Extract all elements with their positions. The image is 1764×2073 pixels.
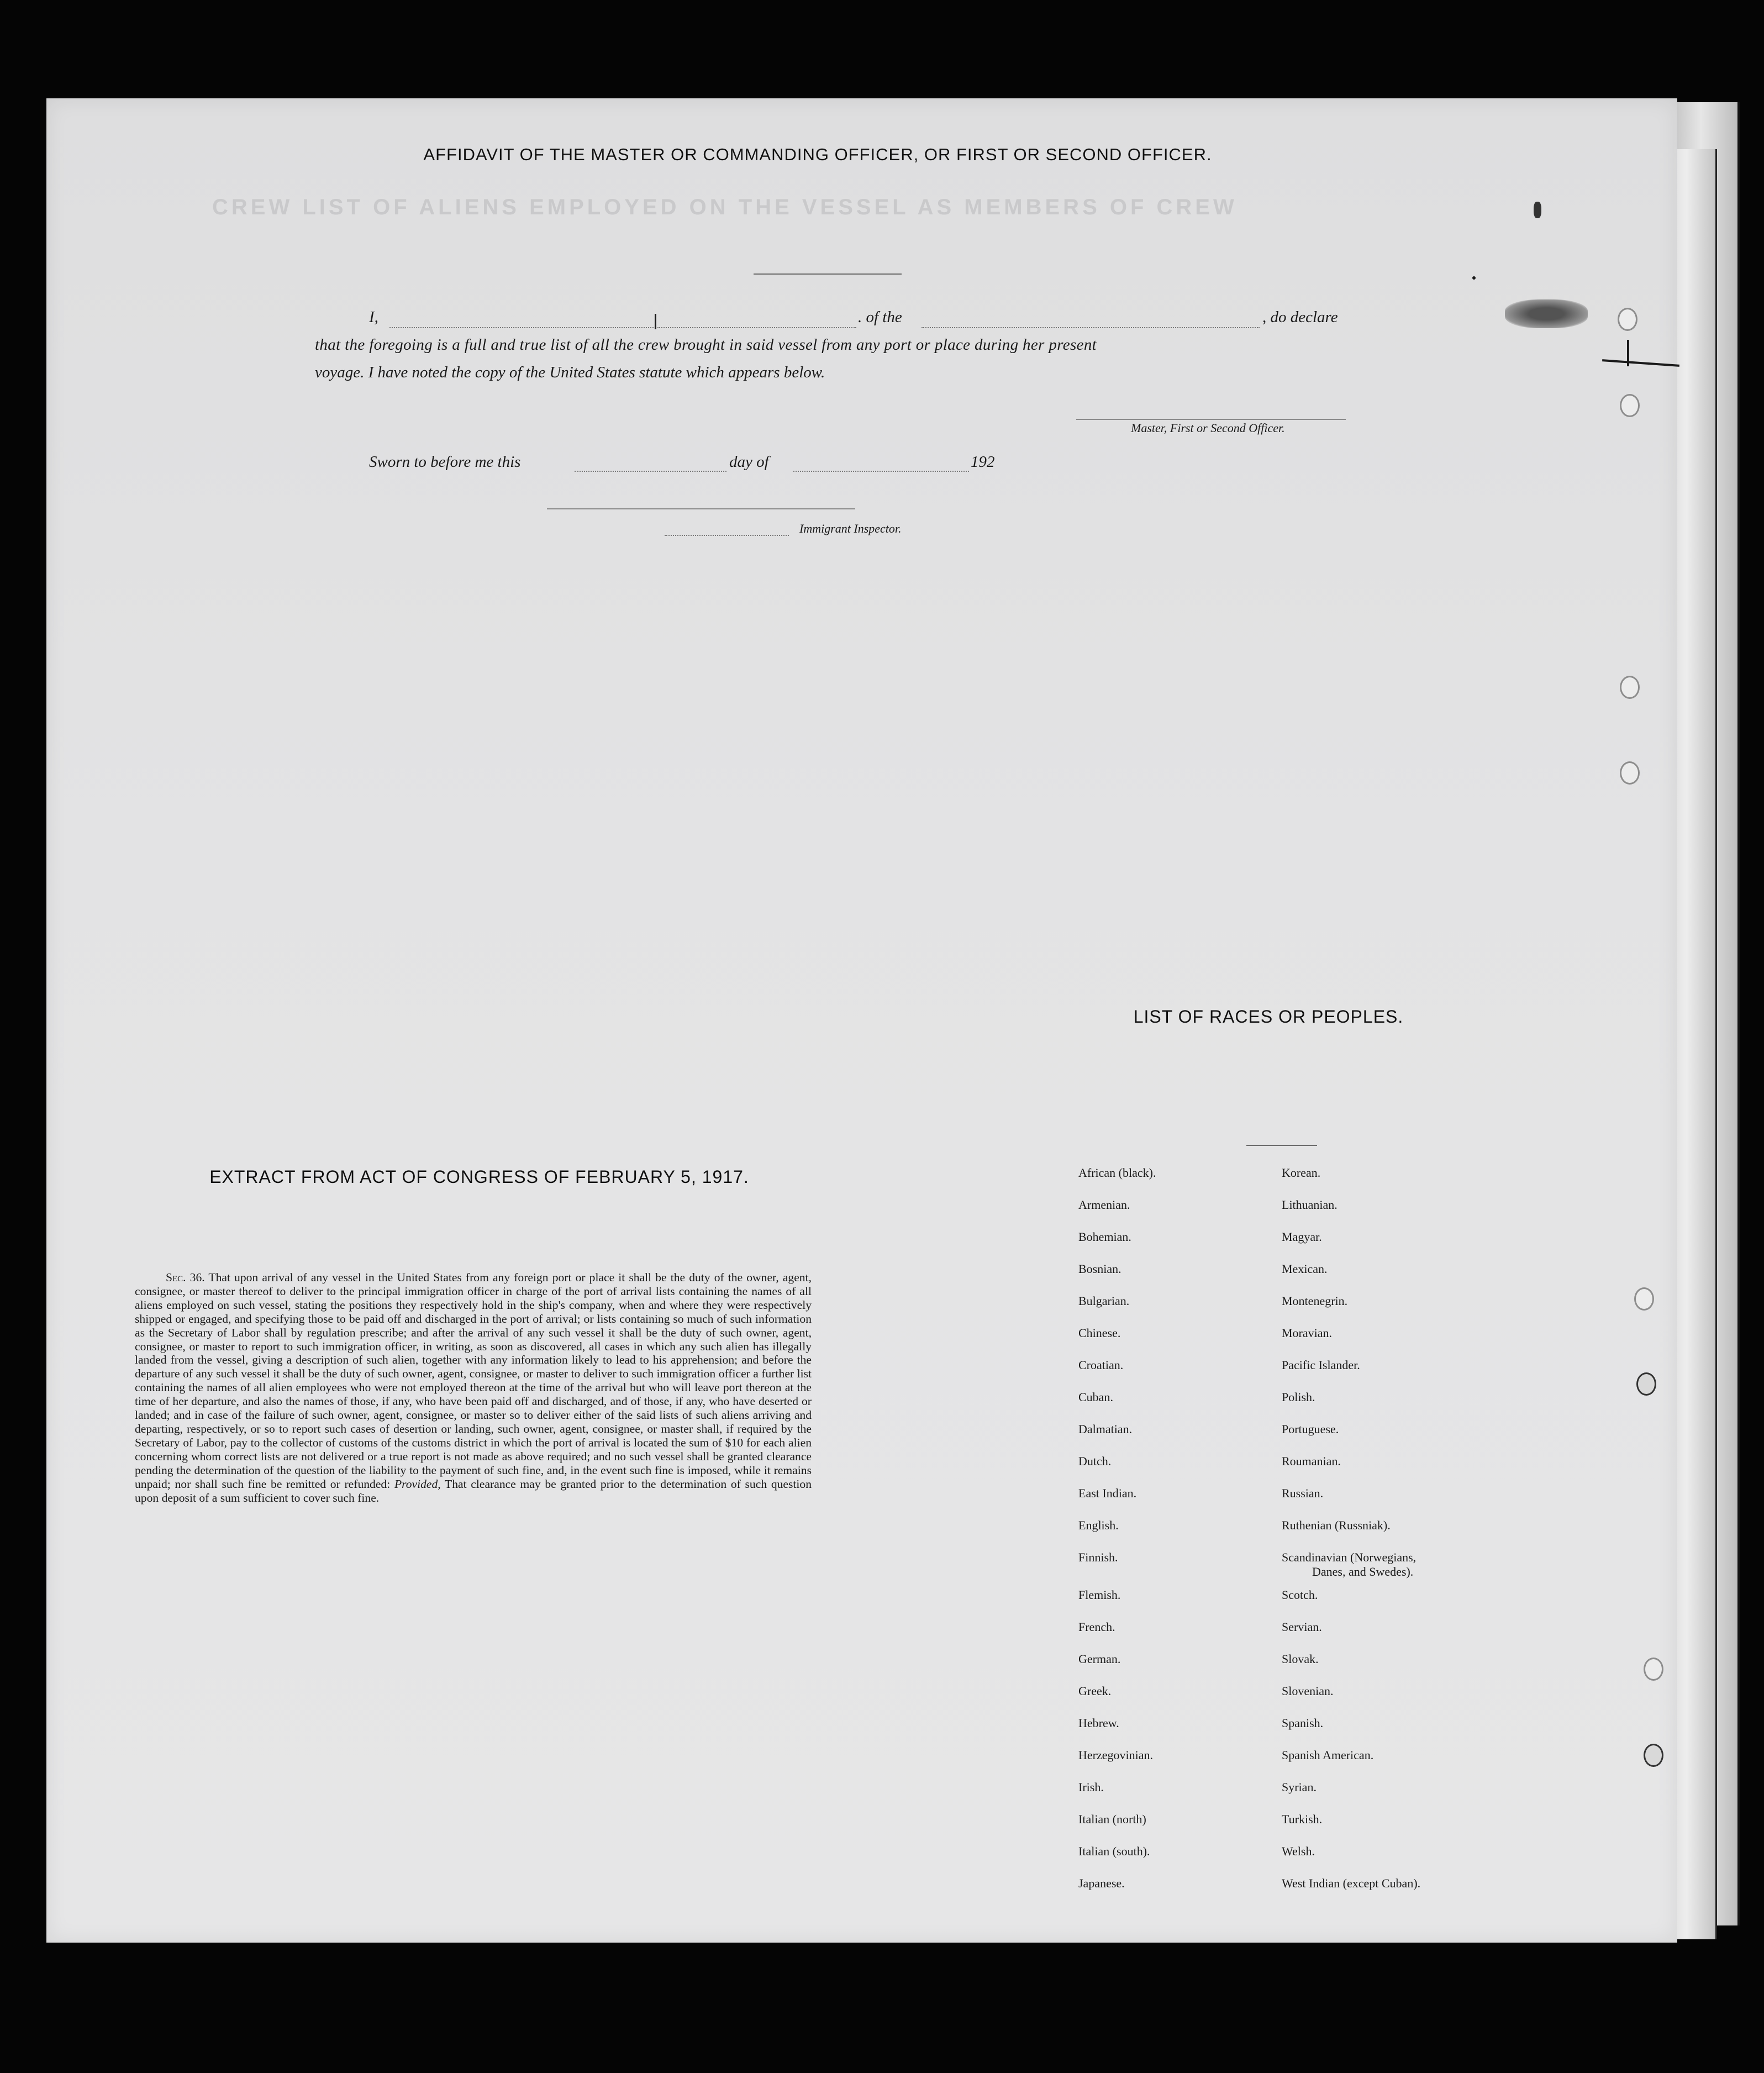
race-item: Scotch. [1282,1588,1318,1602]
races-title: LIST OF RACES OR PEOPLES. [1133,1007,1404,1027]
race-item: Chinese. [1078,1326,1121,1340]
binder-hole-icon [1620,394,1640,417]
affidavit-line-3: voyage. I have noted the copy of the United States statute which appears below. [315,364,825,381]
extract-title: EXTRACT FROM ACT OF CONGRESS OF FEBRUARY 5, 1917. [209,1167,749,1187]
race-item: Turkish. [1282,1812,1323,1826]
race-item: Slovak. [1282,1652,1319,1666]
ink-smudge [1505,299,1588,328]
race-item: Slovenian. [1282,1684,1334,1698]
race-item: Servian. [1282,1620,1322,1634]
race-item: Moravian. [1282,1326,1333,1340]
race-item: Polish. [1282,1390,1315,1404]
race-item: Hebrew. [1078,1716,1119,1730]
affidavit-title: AFFIDAVIT OF THE MASTER OR COMMANDING OFFICER, OR FIRST OR SECOND OFFICER. [423,145,1212,164]
race-item: Spanish American. [1282,1748,1374,1762]
binder-hole-icon [1634,1287,1654,1311]
binder-hole-icon [1620,761,1640,785]
affidavit-of-the: . of the [858,308,902,326]
race-item: Scandinavian (Norwegians, [1282,1550,1417,1564]
race-item: Syrian. [1282,1780,1317,1794]
race-item: West Indian (except Cuban). [1282,1876,1421,1890]
race-item: Russian. [1282,1486,1324,1500]
race-item: Welsh. [1282,1844,1315,1858]
race-item: Dutch. [1078,1454,1112,1468]
race-item: Bosnian. [1078,1262,1121,1276]
pen-mark [655,314,656,329]
inspector-signature-line[interactable] [547,508,855,509]
officer-signature-caption: Master, First or Second Officer. [1131,421,1285,435]
race-item-continued: Danes, and Swedes). [1312,1565,1414,1579]
race-item: Lithuanian. [1282,1198,1338,1212]
race-item: Croatian. [1078,1358,1124,1372]
inspector-caption: Immigrant Inspector. [799,522,902,535]
race-item: Italian (north) [1078,1812,1146,1826]
race-item: Bulgarian. [1078,1294,1130,1308]
race-item: Japanese. [1078,1876,1125,1890]
extract-text-main: That upon arrival of any vessel in the United States from any foreign port or place it shall be the duty of the owner, agent, consignee, or master thereof to deliver to the principal immigration officer in charge of the port of arrival lists containing the names of all aliens employed on such vessel, stating the positions they respectively hold in the ship's company, when and where they were respectively shipped or engaged, and specifying those to be paid off and discharged in the port of arrival; or lists containing so much of such information as the Secretary of Labor shall by regulation prescribe; and after the arrival of any such vessel it shall be the duty of such owner, agent, consignee, or master to report to such immigration officer, in writing, as soon as discovered, all cases in which any such alien has illegally landed from the vessel, giving a description of such alien, together with any information likely to lead to his apprehension; and before the departure of any such vessel it shall be the duty of such owner, agent, consignee, or master to deliver to such immigration officer a further list containing the names of all alien employees who were not employed thereon at the time of the arrival but who will leave port thereon at the time of her departure, and also the names of those, if any, who have been paid off and discharged, and of those, if any, who have deserted or landed; and in case of the failure of such owner, agent, consignee, or master so to deliver either of the said lists of such aliens arriving and departing, respectively, or so to report such cases of desertion or landing, such owner, agent, consignee, or master shall, if required by the Secretary of Labor, pay to the collector of customs of the customs district in which the port of arrival is located the sum of $10 for each alien concerning whom correct lists are not delivered or a true report is not made as above required; and no such vessel shall be granted clearance pending the determination of the question of the liability to the payment of such fine, and, in the event such fine is imposed, while it remains unpaid; nor shall such fine be remitted or refunded: [135,1271,812,1491]
race-item: East Indian. [1078,1486,1137,1500]
affidavit-line-2: that the foregoing is a full and true list of all the crew brought in said vessel from any port or place during her present [315,336,1097,354]
binder-hole-icon [1620,676,1640,699]
binder-hole-icon [1636,1372,1656,1396]
affidavit-i: I, [369,308,378,326]
race-item: Montenegrin. [1282,1294,1348,1308]
master-name-field[interactable] [389,327,654,328]
vessel-name-field[interactable] [922,327,1260,328]
race-item: Bohemian. [1078,1230,1131,1244]
race-item: French. [1078,1620,1115,1634]
race-item: German. [1078,1652,1121,1666]
year-prefix: 192 [971,453,995,471]
race-item: Finnish. [1078,1550,1118,1564]
pen-stroke [1627,340,1629,366]
race-item: Mexican. [1282,1262,1328,1276]
race-item: Herzegovinian. [1078,1748,1153,1762]
race-item: Magyar. [1282,1230,1322,1244]
sworn-month-field[interactable] [793,471,969,472]
affidavit-title-rule [754,273,902,275]
race-item: Italian (south). [1078,1844,1150,1858]
extract-text-proviso: That clearance may be granted prior to the determination of such question upon deposit of a sum sufficient to cover such fine. [135,1477,812,1504]
proviso-word: Provided, [394,1477,441,1491]
race-item: English. [1078,1518,1119,1532]
sworn-day-field[interactable] [575,471,726,472]
binder-hole-icon [1644,1658,1663,1681]
section-label: Sec. 36. [166,1271,205,1284]
race-item: Ruthenian (Russniak). [1282,1518,1391,1532]
race-item: Pacific Islander. [1282,1358,1360,1372]
race-item: Cuban. [1078,1390,1113,1404]
races-list [1033,1105,1486,1890]
day-of-text: day of [729,453,769,471]
bleed-through-header: CREW LIST OF ALIENS EMPLOYED ON THE VESSEL AS MEMBERS OF CREW [212,195,1238,219]
race-item: Portuguese. [1282,1422,1339,1436]
affidavit-do-declare: , do declare [1262,308,1338,326]
race-item: Dalmatian. [1078,1422,1133,1436]
race-item: Greek. [1078,1684,1112,1698]
binder-hole-icon [1618,308,1637,331]
race-item: Irish. [1078,1780,1104,1794]
sworn-text: Sworn to before me this [369,453,521,471]
pen-mark [1534,202,1541,218]
officer-signature-field[interactable] [1076,419,1346,420]
race-item: Roumanian. [1282,1454,1341,1468]
race-item: Flemish. [1078,1588,1121,1602]
inspector-name-field[interactable] [665,535,789,536]
race-item: African (black). [1078,1166,1156,1180]
ink-dot [1472,276,1476,280]
extract-body [135,1271,812,1504]
race-item: Korean. [1282,1166,1321,1180]
binder-hole-icon [1644,1744,1663,1767]
race-item: Spanish. [1282,1716,1324,1730]
race-item: Armenian. [1078,1198,1130,1212]
position-field[interactable] [657,327,856,328]
